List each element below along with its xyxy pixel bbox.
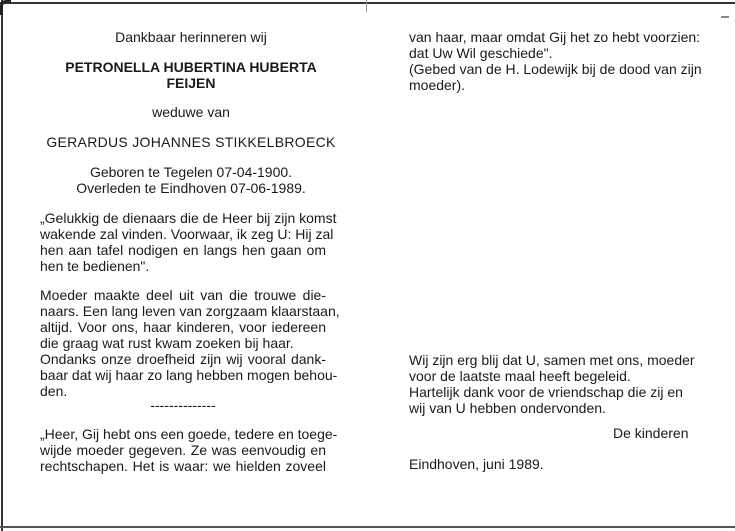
- paragraph-line: die graag wat rust kwam zoeken bij haar.: [40, 335, 294, 351]
- card-corner: [0, 0, 11, 15]
- paragraph-line: altijd. Voor ons, haar kinderen, voor iedereen: [40, 319, 326, 335]
- birth-line: Geboren te Tegelen 07-04-1900.: [89, 164, 293, 180]
- quote2-line: wijde moeder gegeven. Ze was eenvoudig en: [40, 442, 326, 458]
- edge-mark: [721, 16, 729, 18]
- thanks-line: Wij zijn erg blij dat U, samen met ons, moeder: [409, 352, 695, 368]
- quote-continuation-line: van haar, maar omdat Gij het zo hebt voorzien:: [409, 29, 701, 45]
- signature: De kinderen: [613, 425, 689, 441]
- thanks-line: voor de laatste maal heeft begeleid.: [409, 368, 631, 384]
- widow-of-text: weduwe van: [152, 104, 230, 120]
- place-date: Eindhoven, juni 1989.: [409, 456, 544, 472]
- quote-continuation-line: moeder).: [409, 77, 466, 93]
- quote2-line: „Heer, Gij hebt ons een goede, tedere en toege-: [40, 426, 338, 442]
- fold-mark: [366, 0, 367, 12]
- paragraph-line: baar dat wij haar zo lang hebben mogen behou-: [40, 367, 338, 383]
- deceased-name-line2: FEIJEN: [166, 75, 216, 91]
- card-edge-bottom: [0, 526, 735, 528]
- quote1-line: wakende zal vinden. Voorwaar, ik zeg U: Hij zal: [40, 226, 334, 242]
- quote2-line: rechtschapen. Het is waar: we hielden zoveel: [40, 458, 326, 474]
- card-edge-top: [0, 2, 735, 4]
- quote-continuation-line: (Gebed van de H. Lodewijk bij de dood van zijn: [409, 61, 702, 77]
- paragraph-line: naars. Een lang leven van zorgzaam klaarstaan,: [40, 303, 340, 319]
- death-line: Overleden te Eindhoven 07-06-1989.: [76, 180, 306, 196]
- separator: --------------: [150, 397, 216, 413]
- intro-text: Dankbaar herinneren wij: [115, 29, 267, 45]
- card-edge-left: [1, 0, 3, 531]
- quote1-line: „Gelukkig de dienaars die de Heer bij zijn komst: [40, 210, 337, 226]
- quote1-line: hen te bedienen".: [40, 258, 150, 274]
- paragraph-line: Moeder maakte deel uit van die trouwe die-: [40, 287, 326, 303]
- husband-name: GERARDUS JOHANNES STIKKELBROECK: [46, 134, 336, 150]
- thanks-line: wij van U hebben ondervonden.: [409, 400, 606, 416]
- quote-continuation-line: dat Uw Wil geschiede".: [409, 45, 553, 61]
- thanks-line: Hartelijk dank voor de vriendschap die zij en: [409, 384, 683, 400]
- deceased-name-line1: PETRONELLA HUBERTINA HUBERTA: [65, 59, 317, 75]
- paragraph-line: Ondanks onze droefheid zijn wij vooral dank-: [40, 351, 326, 367]
- paragraph-line: den.: [40, 383, 68, 399]
- quote1-line: hen aan tafel nodigen en langs hen gaan om: [40, 242, 326, 258]
